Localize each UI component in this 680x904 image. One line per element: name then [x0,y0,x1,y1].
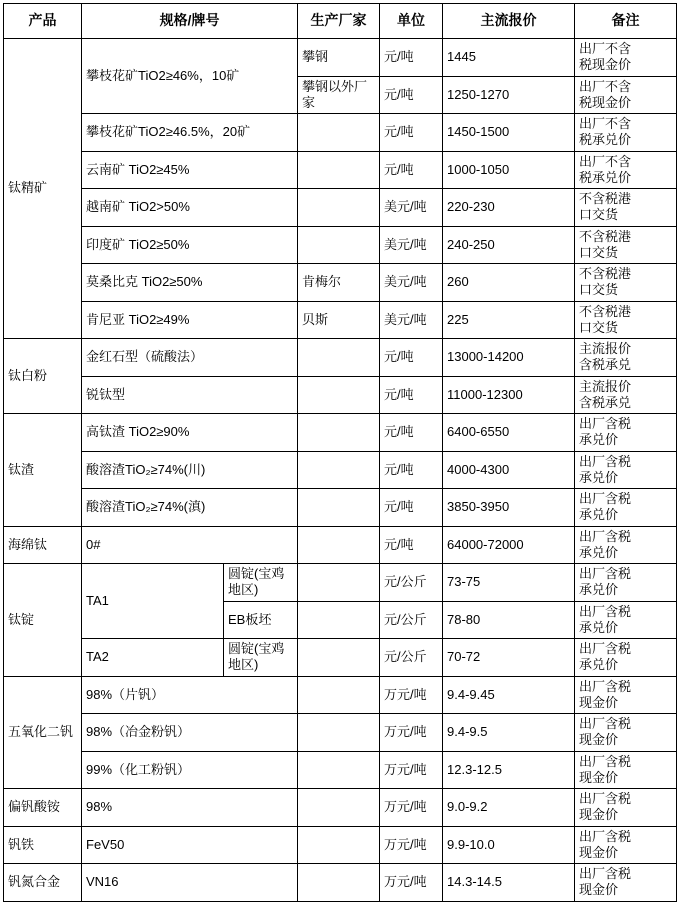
price-table [3,3,677,902]
unit-cell: 元/吨 [380,489,443,527]
unit-cell: 元/吨 [380,76,443,114]
remark-cell [575,864,677,902]
remark-line: 口交货 [579,207,619,223]
product-group-cell: 海绵钛 [4,526,82,564]
price-cell: 9.0-9.2 [443,789,575,827]
product-group-cell: 钒氮合金 [4,864,82,902]
spec-cell: 98%（冶金粉钒） [82,714,298,752]
remark-cell [575,789,677,827]
remark-line: 口交货 [579,319,619,335]
spec-cell: 云南矿 TiO2≥45% [82,151,298,189]
price-cell: 1450-1500 [443,114,575,152]
product-group-cell: 钒铁 [4,826,82,864]
remark-cell [575,826,677,864]
table-row [4,414,677,452]
table-row [4,151,677,189]
manufacturer-cell: 贝斯 [298,301,380,339]
table-row [4,264,677,302]
price-cell: 4000-4300 [443,451,575,489]
remark-line: 出厂含税 [579,528,632,544]
spec-sub-cell: 圆锭(宝鸡地区) [224,639,298,677]
remark-cell [575,264,677,302]
manufacturer-cell [298,714,380,752]
spec-cell: 酸溶渣TiO₂≥74%(滇) [82,489,298,527]
table-row [4,864,677,902]
table-row [4,376,677,414]
price-cell: 12.3-12.5 [443,751,575,789]
price-cell: 240-250 [443,226,575,264]
remark-line: 承兑价 [579,507,619,523]
manufacturer-cell [298,451,380,489]
unit-cell: 元/公斤 [380,601,443,639]
spec-cell: FeV50 [82,826,298,864]
header-product: 产品 [4,4,82,39]
remark-line: 出厂含税 [579,753,632,769]
remark-line: 出厂含税 [579,641,632,656]
remark-line: 出厂含税 [579,678,632,694]
manufacturer-cell [298,676,380,714]
unit-cell: 元/吨 [380,339,443,377]
unit-cell: 美元/吨 [380,189,443,227]
unit-cell: 美元/吨 [380,301,443,339]
unit-cell: 万元/吨 [380,751,443,789]
price-cell: 220-230 [443,189,575,227]
manufacturer-cell [298,789,380,827]
price-cell: 1000-1050 [443,151,575,189]
remark-line: 税现金价 [579,94,632,110]
manufacturer-cell [298,864,380,902]
spec-cell: TA2 [82,639,224,677]
product-group-cell: 钛渣 [4,414,82,527]
header-price: 主流报价 [443,4,575,39]
remark-line: 承兑价 [579,544,619,560]
remark-line: 现金价 [579,807,619,823]
spec-cell: 98%（片钒） [82,676,298,714]
remark-line: 现金价 [579,694,619,710]
remark-line: 现金价 [579,844,619,860]
remark-line: 不含税港 [579,228,632,244]
remark-line: 含税承兑 [579,394,632,410]
table-row [4,751,677,789]
price-cell: 225 [443,301,575,339]
unit-cell: 元/吨 [380,114,443,152]
remark-line: 不含税港 [579,266,632,281]
spec-cell: 攀枝花矿TiO2≥46.5%，20矿 [82,114,298,152]
price-cell: 1445 [443,39,575,77]
table-header-row [4,4,677,39]
manufacturer-cell [298,414,380,452]
manufacturer-cell [298,564,380,602]
remark-cell [575,751,677,789]
manufacturer-cell [298,189,380,227]
header-unit: 单位 [380,4,443,39]
manufacturer-cell [298,489,380,527]
manufacturer-cell [298,826,380,864]
remark-line: 口交货 [579,282,619,298]
spec-cell: VN16 [82,864,298,902]
manufacturer-cell [298,114,380,152]
remark-line: 税承兑价 [579,169,632,185]
header-spec: 规格/牌号 [82,4,298,39]
unit-cell: 万元/吨 [380,864,443,902]
table-row [4,114,677,152]
table-row [4,339,677,377]
remark-cell [575,76,677,114]
remark-line: 承兑价 [579,657,619,673]
remark-line: 出厂含税 [579,603,632,619]
remark-line: 出厂含税 [579,566,632,581]
unit-cell: 元/吨 [380,376,443,414]
remark-line: 出厂含税 [579,416,632,431]
remark-line: 出厂含税 [579,453,632,469]
remark-cell [575,451,677,489]
table-row [4,714,677,752]
table-row [4,226,677,264]
manufacturer-cell [298,751,380,789]
remark-line: 出厂含税 [579,791,632,806]
remark-cell [575,189,677,227]
spec-sub-cell: EB板坯 [224,601,298,639]
remark-line: 不含税港 [579,191,632,206]
remark-cell [575,339,677,377]
spec-cell: 高钛渣 TiO2≥90% [82,414,298,452]
unit-cell: 万元/吨 [380,789,443,827]
spec-cell: 莫桑比克 TiO2≥50% [82,264,298,302]
unit-cell: 美元/吨 [380,264,443,302]
remark-line: 承兑价 [579,582,619,598]
remark-line: 出厂不含 [579,78,632,94]
manufacturer-cell [298,151,380,189]
table-row [4,301,677,339]
remark-line: 出厂含税 [579,716,632,731]
manufacturer-cell [298,376,380,414]
manufacturer-cell [298,639,380,677]
unit-cell: 元/吨 [380,451,443,489]
remark-line: 税承兑价 [579,132,632,148]
remark-line: 出厂含税 [579,828,632,844]
remark-line: 口交货 [579,244,619,260]
unit-cell: 元/吨 [380,414,443,452]
spec-cell: 金红石型（硫酸法） [82,339,298,377]
remark-cell [575,114,677,152]
price-cell: 13000-14200 [443,339,575,377]
table-row [4,526,677,564]
remark-cell [575,226,677,264]
remark-line: 现金价 [579,882,619,898]
remark-line: 出厂含税 [579,866,632,881]
remark-cell [575,376,677,414]
remark-cell [575,151,677,189]
product-group-cell: 钛白粉 [4,339,82,414]
remark-cell [575,601,677,639]
remark-cell [575,414,677,452]
price-cell: 9.4-9.5 [443,714,575,752]
spec-cell: 攀枝花矿TiO2≥46%，10矿 [82,39,298,114]
remark-line: 现金价 [579,769,619,785]
remark-line: 出厂不含 [579,41,632,56]
product-group-cell: 钛精矿 [4,39,82,339]
price-cell: 78-80 [443,601,575,639]
product-group-cell: 偏钒酸铵 [4,789,82,827]
remark-line: 现金价 [579,732,619,748]
remark-line: 出厂不含 [579,153,632,169]
table-row [4,564,677,602]
remark-cell [575,714,677,752]
unit-cell: 万元/吨 [380,714,443,752]
remark-cell [575,301,677,339]
price-cell: 9.9-10.0 [443,826,575,864]
price-cell: 1250-1270 [443,76,575,114]
spec-sub-cell: 圆锭(宝鸡地区) [224,564,298,602]
unit-cell: 元/吨 [380,151,443,189]
remark-line: 承兑价 [579,469,619,485]
table-row [4,489,677,527]
price-cell: 64000-72000 [443,526,575,564]
table-row [4,826,677,864]
price-cell: 9.4-9.45 [443,676,575,714]
spec-cell: 98% [82,789,298,827]
spec-cell: 肯尼亚 TiO2≥49% [82,301,298,339]
remark-line: 主流报价 [579,378,632,394]
unit-cell: 万元/吨 [380,826,443,864]
price-cell: 6400-6550 [443,414,575,452]
price-cell: 260 [443,264,575,302]
table-row [4,451,677,489]
table-row [4,789,677,827]
remark-cell [575,489,677,527]
remark-line: 承兑价 [579,432,619,448]
manufacturer-cell: 肯梅尔 [298,264,380,302]
manufacturer-cell: 攀钢以外厂家 [298,76,380,114]
remark-cell [575,564,677,602]
table-header [4,4,677,39]
manufacturer-cell [298,526,380,564]
unit-cell: 元/吨 [380,39,443,77]
price-cell: 73-75 [443,564,575,602]
spec-cell: 锐钛型 [82,376,298,414]
remark-cell [575,526,677,564]
product-group-cell: 钛锭 [4,564,82,677]
remark-line: 含税承兑 [579,357,632,373]
header-remark: 备注 [575,4,677,39]
spec-cell: TA1 [82,564,224,639]
spec-cell: 酸溶渣TiO₂≥74%(川) [82,451,298,489]
unit-cell: 美元/吨 [380,226,443,264]
table-body [4,39,677,902]
remark-line: 承兑价 [579,619,619,635]
remark-cell [575,639,677,677]
price-cell: 11000-12300 [443,376,575,414]
remark-line: 税现金价 [579,57,632,73]
table-row [4,39,677,77]
table-row [4,639,677,677]
remark-cell [575,39,677,77]
unit-cell: 万元/吨 [380,676,443,714]
header-manufacturer: 生产厂家 [298,4,380,39]
manufacturer-cell [298,601,380,639]
unit-cell: 元/公斤 [380,564,443,602]
price-cell: 3850-3950 [443,489,575,527]
spec-cell: 越南矿 TiO2>50% [82,189,298,227]
table-row [4,189,677,227]
manufacturer-cell [298,226,380,264]
manufacturer-cell: 攀钢 [298,39,380,77]
remark-cell [575,676,677,714]
remark-line: 出厂不含 [579,116,632,131]
unit-cell: 元/吨 [380,526,443,564]
spec-cell: 印度矿 TiO2≥50% [82,226,298,264]
manufacturer-cell [298,339,380,377]
unit-cell: 元/公斤 [380,639,443,677]
remark-line: 不含税港 [579,303,632,319]
spec-cell: 0# [82,526,298,564]
price-cell: 70-72 [443,639,575,677]
product-group-cell: 五氧化二钒 [4,676,82,789]
remark-line: 出厂含税 [579,491,632,506]
remark-line: 主流报价 [579,341,632,356]
spec-cell: 99%（化工粉钒） [82,751,298,789]
price-cell: 14.3-14.5 [443,864,575,902]
table-row [4,676,677,714]
